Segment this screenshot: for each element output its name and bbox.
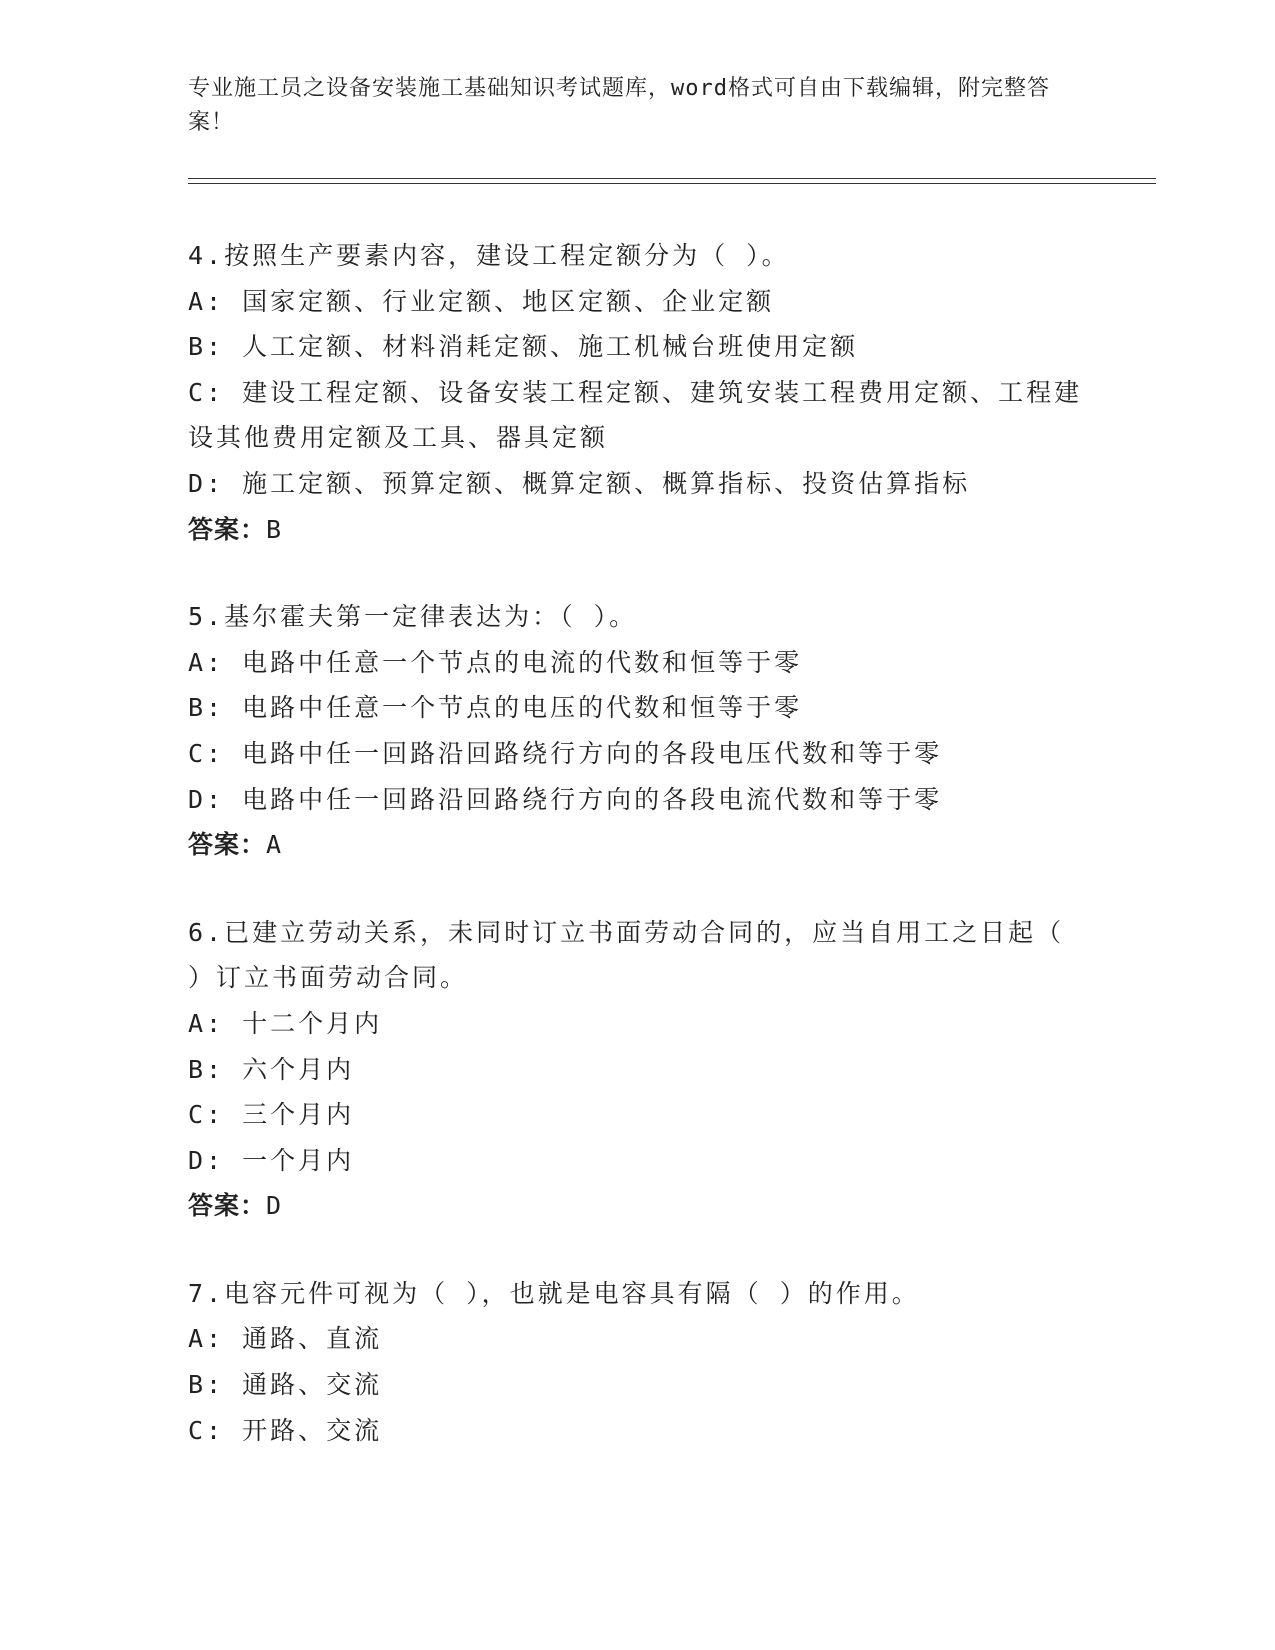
option-a: A: 通路、直流 [188,1324,383,1354]
option-a: A: 电路中任意一个节点的电流的代数和恒等于零 [188,647,803,677]
option-c: C: 三个月内 [188,1100,355,1130]
answer [188,822,1088,868]
option-b: B: 电路中任意一个节点的电压的代数和恒等于零 [188,693,803,723]
option-b: B: 人工定额、材料消耗定额、施工机械台班使用定额 [188,332,859,362]
answer-label: 答案： [188,514,267,544]
option-c: C: 开路、交流 [188,1415,383,1445]
header-divider-top [188,178,1156,179]
question-4 [188,233,1088,552]
question-stem: 4.按照生产要素内容，建设工程定额分为（ ）。 [188,241,790,270]
option-d: D: 电路中任一回路沿回路绕行方向的各段电流代数和等于零 [188,784,943,814]
question-7 [188,1271,1088,1453]
header-text: 专业施工员之设备安装施工基础知识考试题库，word格式可自由下载编辑，附完整答案！ [188,76,1050,135]
question-stem: 6.已建立劳动关系，未同时订立书面劳动合同的，应当自用工之日起（ ）订立书面劳动合同。 [188,917,1065,993]
option-a: A: 十二个月内 [188,1008,383,1038]
question-5 [188,594,1088,868]
answer [188,507,1088,553]
question-stem: 7.电容元件可视为（ ），也就是电容具有隔（ ）的作用。 [188,1278,920,1308]
option-d: D: 一个月内 [188,1145,355,1175]
option-b: B: 六个月内 [188,1054,355,1084]
answer-label: 答案： [188,1191,267,1221]
option-a: A: 国家定额、行业定额、地区定额、企业定额 [188,286,775,316]
option-c: C: 电路中任一回路沿回路绕行方向的各段电压代数和等于零 [188,738,943,768]
question-6 [188,910,1088,1229]
answer-value: D [266,1191,283,1221]
question-stem: 5.基尔霍夫第一定律表达为：（ ）。 [188,602,638,632]
answer-label: 答案： [188,830,267,860]
answer-value: A [266,830,283,860]
option-b: B: 通路、交流 [188,1370,383,1400]
document-header [188,72,1068,140]
answer-value: B [266,514,283,544]
option-d: D: 施工定额、预算定额、概算定额、概算指标、投资估算指标 [188,468,971,498]
question-list [188,233,1088,1495]
option-c: C: 建设工程定额、设备安装工程定额、建筑安装工程费用定额、工程建设其他费用定额及工具、器具定额 [188,377,1083,453]
answer [188,1183,1088,1229]
header-divider-bottom [188,183,1156,184]
